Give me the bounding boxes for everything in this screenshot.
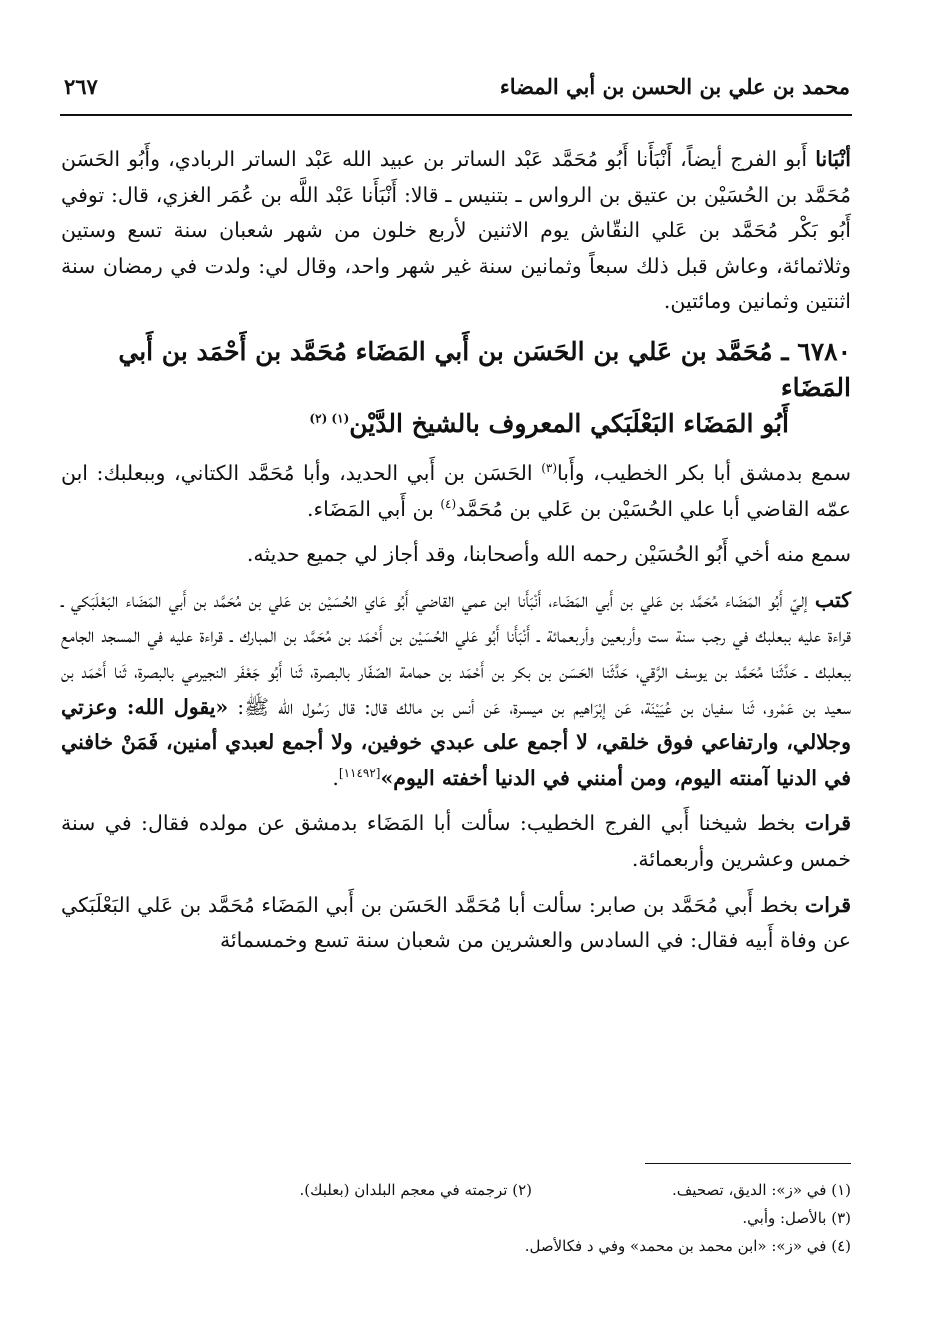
main-text — [61, 142, 851, 967]
page-number: ٢٦٧ — [64, 74, 98, 99]
entry-heading-line-2 — [61, 406, 851, 442]
footnote-1: (١) في «ز»: الديق، تصحيف. — [672, 1181, 851, 1199]
footnote-row — [61, 1176, 851, 1204]
footnote-marker: (٤) — [440, 496, 457, 511]
footnote-marker: (٣) — [541, 461, 558, 476]
footnote-2: (٢) ترجمته في معجم البلدان (بعلبك). — [299, 1181, 532, 1199]
paragraph-5 — [61, 806, 851, 877]
entry-heading-line-1: ٦٧٨٠ ـ مُحَمَّد بن عَلي بن الحَسَن بن أَبي المَضَاء مُحَمَّد بن أَحْمَد بن أَبي المَضَاء — [118, 336, 851, 402]
footnotes — [61, 1176, 851, 1260]
paragraph-lead-word: أنْبَانا — [815, 147, 851, 171]
page-header — [64, 68, 850, 112]
paragraph-text: سمع بدمشق أبا بكر الخطيب، وأَبا — [557, 460, 852, 485]
paragraph-3 — [61, 537, 851, 573]
paragraph-text: إليّ أَبُو المَضَاء مُحَمَّد بن عَلي بن أَبي المَضَاء، أَنْبَأَنا ابن عمي القاضي أَبُو عَاي الحُسَيْن بن عَلي بن مُحَمَّد بن أَبي المَضَاء البَعْلَبَكي ـ قراءة عليه ببعلبك في رجب سنة ست وأربعين وأربعمائة ـ أَنْبَأَنا أَبُو عَلي الحُسَيْن بن أَحْمَد بن مُحَمَّد بن المبارك ـ قراءة عليه في المسجد الجامع ببعلبك ـ حَدَّثَنا مُحَمَّد بن يوسف الرَّقي، حَدَّثَنا الحَسَن بن بكر بن أَحْمَد بن حمامة الصّفّار بالبصرة، ثَنا أَبُو جَعْفَر النجيرمي بالبصرة، ثَنا أَحْمَد بن سعيد بن عَمْرو، ثَنا سفيان بن عُيَيْنَة، عَن إبْرَاهيم بن ميسرة، عَن أنس بن مالك قال: قال رَسُول الله ﷺ: — [61, 587, 851, 719]
footnote-row — [61, 1232, 851, 1260]
hadith-quote: «يقول الله: وعزتي وجلالي، وارتفاعي فوق خلقي، لا أجمع على عبدي خوفين، ولا أجمع لعبدي أمنين، فَمَنْ خافني في الدنيا آمنته اليوم، ومن أمنني في الدنيا أخفته اليوم» — [61, 694, 851, 790]
footnote-row — [61, 1204, 851, 1232]
paragraph-text: سمع منه أخي أَبُو الحُسَيْن رحمه الله وأصحابنا، وقد أجاز لي جميع حديثه. — [246, 542, 851, 567]
paragraph-lead-word: كتب — [814, 587, 851, 612]
paragraph-1 — [61, 142, 851, 320]
running-title: محمد بن علي بن الحسن بن أبي المضاء — [499, 74, 850, 99]
paragraph-text: بخط شيخنا أَبي الفرج الخطيب: سألت أبا المَضَاء بدمشق عن مولده فقال: في سنة خمس وعشرين وأربعمائة. — [61, 811, 851, 871]
entry-heading — [61, 334, 851, 442]
paragraph-text: الحَسَن بن أَبي الحديد، وأبا مُحَمَّد الكتاني، وببعلبك: ابن عمّه القاضي أبا علي الحُسَيْن بن عَلي بن مُحَمَّد — [61, 460, 851, 521]
hadith-reference: [١١٤٩٢] — [338, 765, 381, 780]
paragraph-lead-word: قرات — [804, 892, 851, 917]
footnote-3: (٣) بالأصل: وأبي. — [742, 1209, 851, 1227]
paragraph-text: بن أَبي المَضَاء. — [307, 496, 441, 521]
entry-heading-line-2-text: أَبُو المَضَاء البَعْلَبَكي المعروف بالشيخ الدَّيْن — [349, 408, 789, 438]
header-divider — [60, 114, 852, 116]
footnote-marker: (١) (٢) — [309, 411, 350, 426]
footnote-spacer — [532, 1176, 672, 1204]
paragraph-lead-word: قرات — [804, 811, 851, 836]
paragraph-text: أَبو الفرج أيضاً، أَنْبَأَنا أَبُو مُحَمَّد عَبْد الساتر بن عبيد الله عَبْد الساتر الربادي، وأَبُو الحَسَن مُحَمَّد بن الحُسَيْن بن عتيق بن الرواس ـ بتنيس ـ قالا: أَنْبَأَنا عَبْد اللَّه بن عُمَر الغزي، قال: توفي أَبُو بَكْر مُحَمَّد بن عَلي النقّاش يوم الاثنين لأربع خلون من شهر شعبان سنة تسع وستين وثلاثمائة، وعاش قبل ذلك سبعاً وثمانين سنة غير شهر واحد، وقال لي: ولدت في رمضان سنة اثنتين وثمانين ومائتين. — [61, 147, 851, 314]
footnote-4: (٤) في «ز»: «ابن محمد بن محمد» وفي د فكالأصل. — [524, 1237, 851, 1255]
paragraph-text: بخط أَبي مُحَمَّد بن صابر: سألت أبا مُحَمَّد الحَسَن بن أَبي المَضَاء مُحَمَّد بن عَلي البَعْلَبَكي عن وفاة أَبيه فقال: في السادس والعشرين من شعبان سنة تسع وخمسمائة — [61, 892, 851, 953]
paragraph-6 — [61, 888, 851, 959]
paragraph-2 — [61, 456, 851, 527]
footnote-divider — [645, 1163, 851, 1164]
paragraph-end: . — [332, 765, 339, 790]
paragraph-4 — [61, 583, 851, 797]
